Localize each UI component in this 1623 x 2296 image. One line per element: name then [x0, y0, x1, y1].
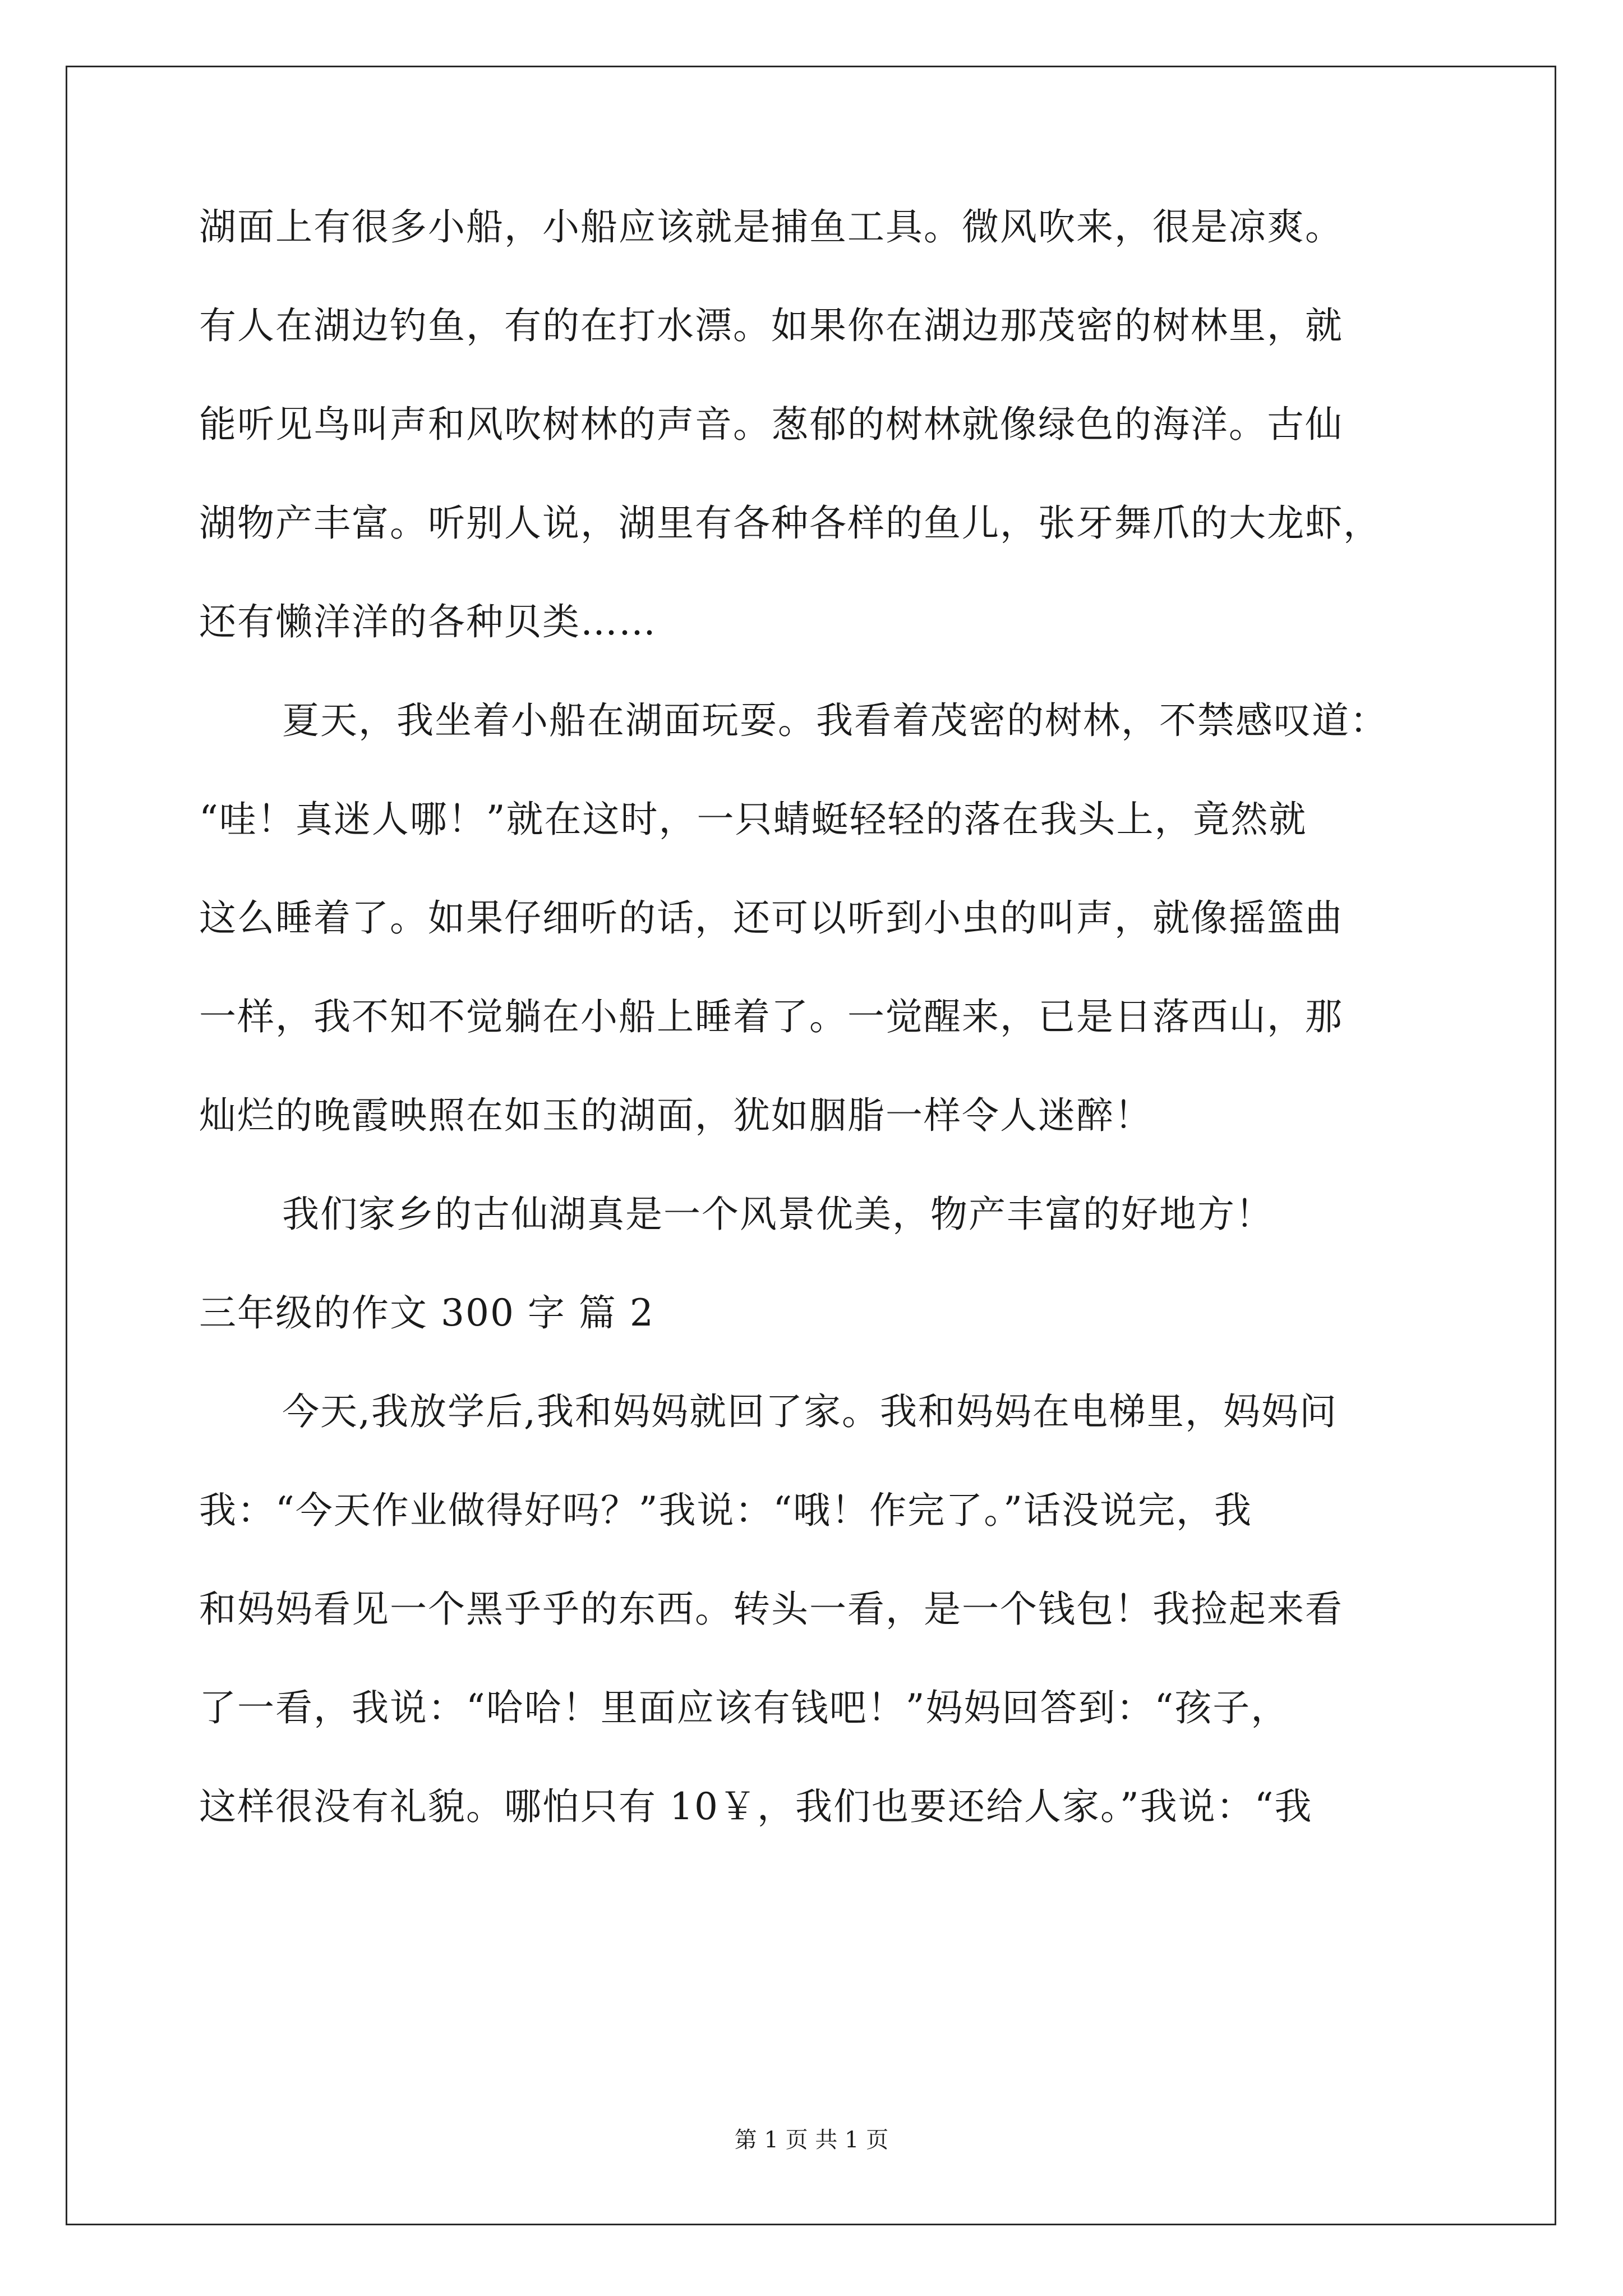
text-line: 了一看，我说：“哈哈！里面应该有钱吧！”妈妈回答到：“孩子，: [199, 1686, 1289, 1729]
text-line: 我：“今天作业做得好吗？”我说：“哦！作完了。”话没说完，我: [199, 1489, 1252, 1532]
text-line: 一样，我不知不觉躺在小船上睡着了。一觉醒来，已是日落西山，那: [199, 995, 1343, 1038]
page-footer: 第 1 页 共 1 页: [734, 2127, 889, 2153]
section-heading: 三年级的作文 300 字 篇 2: [199, 1291, 654, 1335]
text-line: 湖面上有很多小船，小船应该就是捕鱼工具。微风吹来，很是凉爽。: [199, 205, 1343, 249]
paragraph-start-line: 今天,我放学后,我和妈妈就回了家。我和妈妈在电梯里，妈妈问: [282, 1390, 1338, 1433]
text-line: 还有懒洋洋的各种贝类……: [199, 600, 657, 643]
text-line: 能听见鸟叫声和风吹树林的声音。葱郁的树林就像绿色的海洋。古仙: [199, 403, 1343, 446]
text-line: 和妈妈看见一个黑乎乎的东西。转头一看，是一个钱包！我捡起来看: [199, 1588, 1343, 1631]
text-line: 这么睡着了。如果仔细听的话，还可以听到小虫的叫声，就像摇篮曲: [199, 896, 1343, 940]
text-line: 湖物产丰富。听别人说，湖里有各种各样的鱼儿，张牙舞爪的大龙虾，: [199, 501, 1381, 545]
paragraph-start-line: 我们家乡的古仙湖真是一个风景优美，物产丰富的好地方！: [282, 1193, 1274, 1236]
text-line: 有人在湖边钓鱼，有的在打水漂。如果你在湖边那茂密的树林里，就: [199, 304, 1343, 347]
page-border: [66, 66, 1556, 2225]
text-line: “哇！真迷人哪！”就在这时，一只蜻蜓轻轻的落在我头上，竟然就: [199, 798, 1307, 841]
paragraph-start-line: 夏天，我坐着小船在湖面玩耍。我看着茂密的树林，不禁感叹道：: [282, 699, 1388, 742]
text-line: 这样很没有礼貌。哪怕只有 10￥，我们也要还给人家。”我说：“我: [199, 1785, 1313, 1828]
text-line: 灿烂的晚霞映照在如玉的湖面，犹如胭脂一样令人迷醉！: [199, 1094, 1152, 1137]
